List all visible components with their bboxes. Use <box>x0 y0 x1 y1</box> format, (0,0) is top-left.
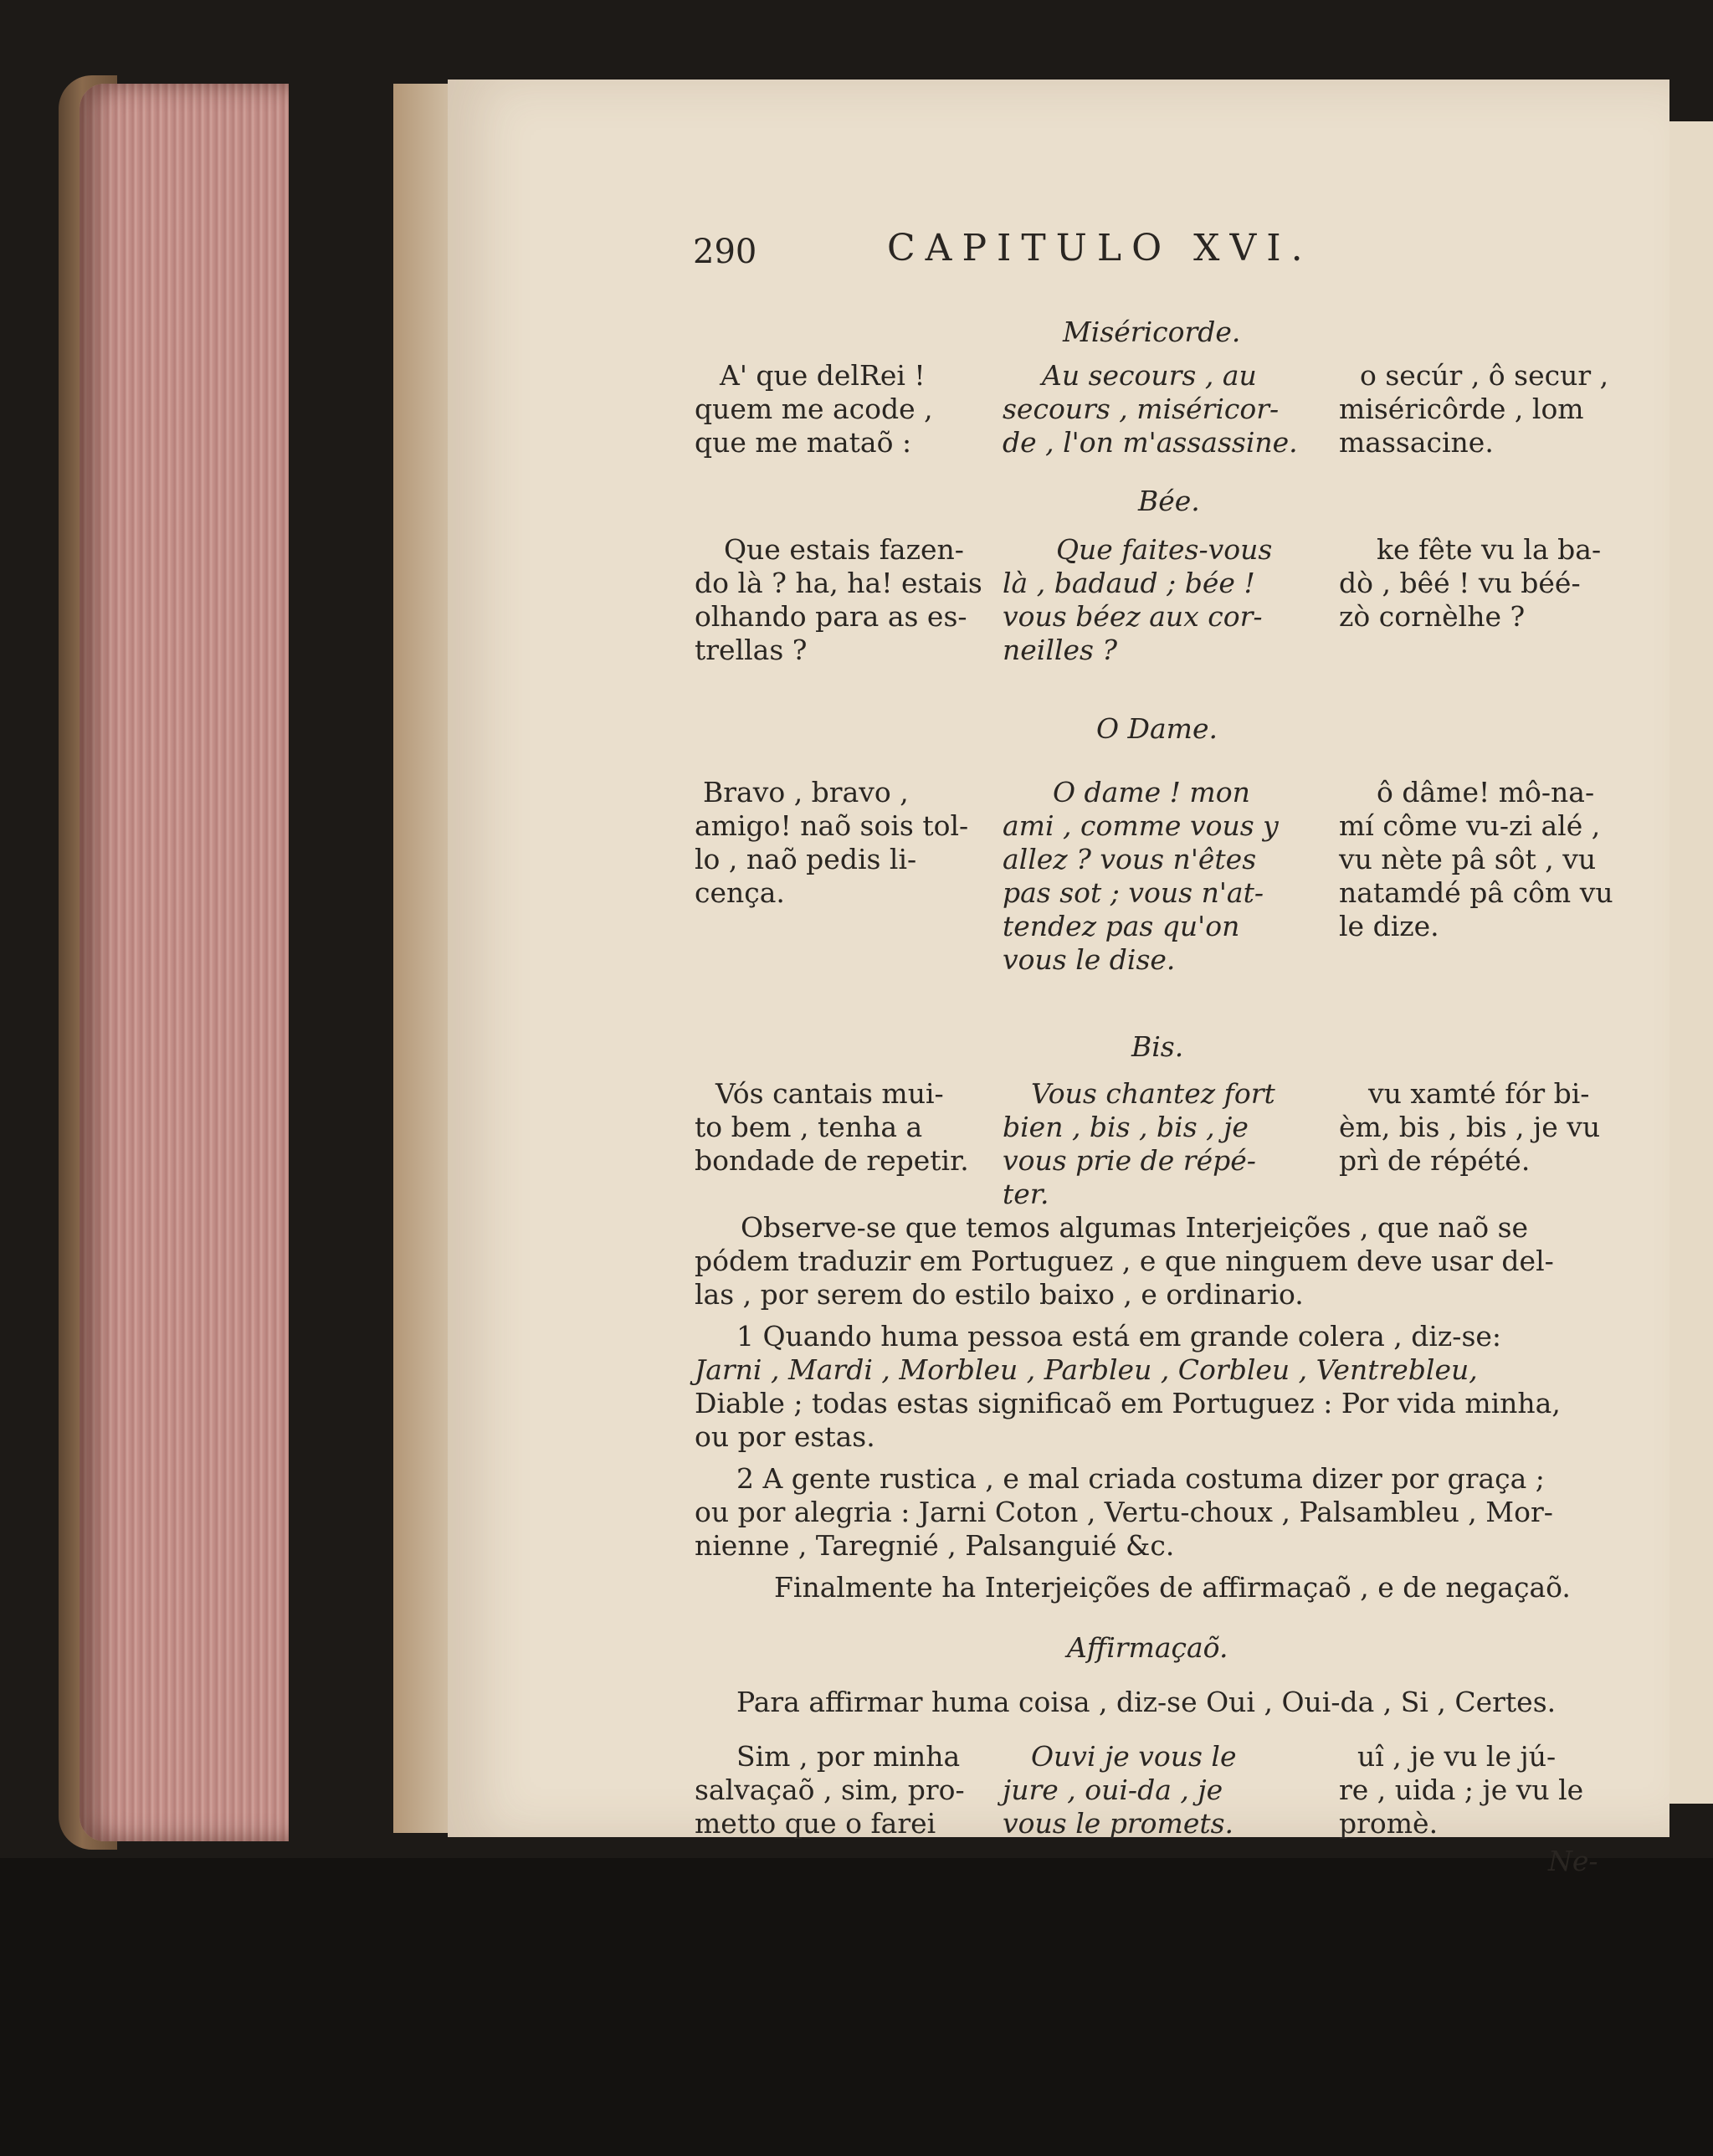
fr-line: vous prie de répé- <box>1003 1144 1256 1177</box>
pron-line: o secúr , ô secur , <box>1360 359 1609 392</box>
body-line: 2 A gente rustica , e mal criada costuma dizer por graça ; <box>736 1462 1545 1495</box>
pt-line: to bem , tenha a <box>695 1111 923 1143</box>
fr-line: secours , miséricor- <box>1003 393 1280 425</box>
background <box>0 1858 1713 2156</box>
pt-line: que me mataõ : <box>695 426 912 459</box>
running-title: CAPITULO XVI. <box>887 227 1313 270</box>
fr-line: pas sot ; vous n'at- <box>1003 876 1264 909</box>
body-line: 1 Quando huma pessoa está em grande colera , diz-se: <box>736 1320 1502 1353</box>
pt-line: quem me acode , <box>695 393 933 425</box>
pron-line: promè. <box>1339 1807 1439 1840</box>
fr-line: tendez pas qu'on <box>1003 910 1240 942</box>
body-line: Finalmente ha Interjeições de affirmaçaõ , e de negaçaõ. <box>774 1571 1571 1604</box>
page-edges <box>79 84 289 1841</box>
fr-line: Que faites-vous <box>1056 533 1273 566</box>
fr-line: bien , bis , bis , je <box>1003 1111 1249 1143</box>
body-line: Para affirmar huma coisa , diz-se Oui , Oui-da , Si , Certes. <box>736 1686 1557 1718</box>
body-line: Observe-se que temos algumas Interjeições , que naõ se <box>741 1211 1529 1244</box>
pron-line: vu xamté fór bi- <box>1368 1077 1590 1110</box>
pt-line: metto que o farei <box>695 1807 936 1840</box>
fr-line: Vous chantez fort <box>1031 1077 1275 1110</box>
body-line: pódem traduzir em Portuguez , e que ninguem deve usar del- <box>695 1245 1554 1277</box>
body-line: Diable ; todas estas significaõ em Portuguez : Por vida minha, <box>695 1387 1561 1419</box>
pt-line: cença. <box>695 876 785 909</box>
fr-line: Ouvi je vous le <box>1031 1740 1237 1773</box>
facing-page-edge <box>1669 121 1713 1804</box>
section-heading: Bée. <box>1138 485 1200 517</box>
pron-line: massacine. <box>1339 426 1494 459</box>
fr-line: ami , comme vous y <box>1003 809 1279 842</box>
fr-line: vous le promets. <box>1003 1807 1234 1840</box>
fr-line: de , l'on m'assassine. <box>1003 426 1298 459</box>
section-heading: O Dame. <box>1096 712 1218 745</box>
pron-line: re , uida ; je vu le <box>1339 1774 1584 1806</box>
pt-line: amigo! naõ sois tol- <box>695 809 969 842</box>
pt-line: salvaçaõ , sim, pro- <box>695 1774 965 1806</box>
body-line: ou por estas. <box>695 1420 875 1453</box>
pron-line: prì de répété. <box>1339 1144 1531 1177</box>
fr-line: ter. <box>1003 1178 1049 1210</box>
pt-line: do là ? ha, ha! estais <box>695 567 982 599</box>
fr-line: neilles ? <box>1003 634 1118 666</box>
pron-line: ke fête vu la ba- <box>1377 533 1602 566</box>
pron-line: mí côme vu-zi alé , <box>1339 809 1601 842</box>
pt-line: Que estais fazen- <box>724 533 964 566</box>
body-line: nienne , Taregnié , Palsanguié &c. <box>695 1529 1175 1562</box>
fr-line: vous le dise. <box>1003 943 1176 976</box>
pt-line: Bravo , bravo , <box>703 776 909 808</box>
pron-line: vu nète pâ sôt , vu <box>1339 843 1597 875</box>
pron-line: natamdé pâ côm vu <box>1339 876 1613 909</box>
pt-line: olhando para as es- <box>695 600 967 633</box>
fr-line: O dame ! mon <box>1053 776 1250 808</box>
fr-line: allez ? vous n'êtes <box>1003 843 1257 875</box>
body-line: las , por serem do estilo baixo , e ordinario. <box>695 1278 1304 1311</box>
fr-line: vous béez aux cor- <box>1003 600 1263 633</box>
pt-line: bondade de repetir. <box>695 1144 969 1177</box>
pron-line: uî , je vu le jú- <box>1357 1740 1557 1773</box>
section-heading: Miséricorde. <box>1063 316 1241 348</box>
pron-line: le dize. <box>1339 910 1439 942</box>
section-heading: Affirmaçaõ. <box>1067 1631 1228 1664</box>
body-line: ou por alegria : Jarni Coton , Vertu-choux , Palsambleu , Mor- <box>695 1496 1553 1528</box>
pt-line: Vós cantais mui- <box>715 1077 944 1110</box>
pron-line: èm, bis , bis , je vu <box>1339 1111 1601 1143</box>
pron-line: ô dâme! mô-na- <box>1377 776 1595 808</box>
fr-line: Au secours , au <box>1042 359 1257 392</box>
pt-line: Sim , por minha <box>736 1740 961 1773</box>
pron-line: dò , bêé ! vu béé- <box>1339 567 1581 599</box>
pt-line: A' que delRei ! <box>720 359 926 392</box>
pron-line: zò cornèlhe ? <box>1339 600 1526 633</box>
pt-line: trellas ? <box>695 634 808 666</box>
catchword: Ne- <box>1548 1845 1598 1877</box>
pt-line: lo , naõ pedis li- <box>695 843 917 875</box>
pron-line: miséricôrde , lom <box>1339 393 1584 425</box>
fr-line: là , badaud ; bée ! <box>1003 567 1255 599</box>
page-number: 290 <box>693 233 757 271</box>
body-line: Jarni , Mardi , Morbleu , Parbleu , Corbleu , Ventrebleu, <box>695 1353 1478 1386</box>
section-heading: Bis. <box>1131 1030 1184 1063</box>
fr-line: jure , oui-da , je <box>1003 1774 1223 1806</box>
